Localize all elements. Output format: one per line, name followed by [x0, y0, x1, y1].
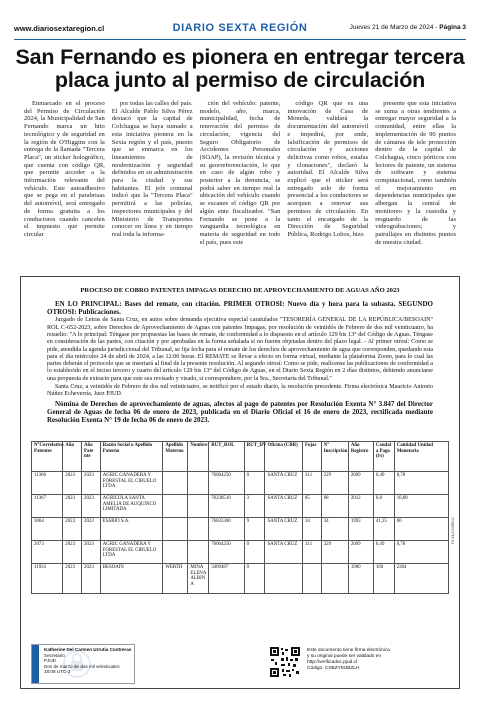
table-cell	[321, 564, 348, 594]
table-cell: 2023	[63, 472, 82, 495]
article-text: código QR que es una innovación de Casa de Moneda, validará la documentación del automóvil e impedirá, por ende, falsificación de permisos de circulación y acciones delictivas como robos, estafas y clonaciones", declaró la autoridad. El Alcalde Silva explicó que el sticker será entregado solo de forma presencial a los conductores se acerquen a renovar sus permisos de circulación. En tanto el encargado de la Dirección de Seguridad Pública, Rodrigo Lobos, hizo	[287, 100, 369, 238]
table-cell: AGRICOLA SANTA AMELIA DE AUQUINCO LIMITADA	[100, 495, 163, 518]
table-cell: 85	[302, 495, 321, 518]
table-cell: 0	[244, 564, 265, 594]
table-cell: 11933	[32, 564, 63, 594]
article-text: presente que esta iniciativa se suma a otras tendientes a entregar mayor seguridad a la comunidad, entre ellas la implementación de 90 puntos de cámaras de tele protección dentro de la capital de Colchagua, cinco pórticos con lectores de patente, un sistema de software y sistema computacional, como también el mejoramiento en dependencias municipales que albergan la central de monitoreo y la custodia y resguardo de las videograbaciones; y patrullajes en distintos puntos de nuestra ciudad.	[375, 100, 456, 246]
article-column-4	[287, 100, 368, 246]
table-cell: 6,49	[373, 472, 394, 495]
table-cell: 0	[244, 541, 265, 564]
column-header: N° Inscripción	[321, 442, 348, 472]
table-cell	[188, 495, 209, 518]
table-cell: AGRIC GANADERA Y FORESTAL EL CIRUELO LTDA	[100, 472, 163, 495]
table-cell: 2304	[394, 564, 448, 594]
page-number: Página 3	[439, 24, 466, 31]
water-rights-table	[31, 441, 449, 594]
table-cell	[163, 518, 188, 541]
notice-resolution: Juzgado de Letras de Santa Cruz, en autos sobre demanda ejecutiva especial caratulados "TESORERÍA GENERAL DE LA REPÚBLICA/BESOAIN" ROL C-652-2023, sobre Derechos de Aprovechamiento de Aguas con patentes Impagas, por resolución de veintidós de Febrero de dos mil veinticuatro, ha resuelto: "A lo principal: Téngase por propuestas las bases de remate, de conformidad a lo dispuesto en el artículo 129 bis 13° del Código de Aguas. Téngase en consideración de las partes, con citación y por aprobadas en la forma señalada si no fueren objetadas dentro del plazo legal. - Al primer otrosí: Como se pide, atendida la agenda jurisdiccional del Tribunal, se fija fecha para el remate de los derechos de aprovechamiento de agua que corresponden, quedando esta para el día miércoles 24 de abril de 2024, a las 12:00 horas. El REMATE se llevar a efecto en forma virtual, mediante la plataforma Zoom, para lo cual las partes deberán el protocolo que se insertará al final de la presente resolución. Al segundo otrosí: Como se pide, realícense las publicaciones de conformidad a lo establecido en el inciso tercero y cuarto del artículo 129 bis 13° del Código de Aguas, en el Diario Sexta Región en 2 días distintos, debiendo anunciarse una propuesta de extracto para que este sea revisado y visado, si correspondiere, por la Sra., Secretaria del Tribunal."	[47, 317, 433, 382]
table-cell: 76833300	[209, 518, 244, 541]
table-row	[32, 518, 449, 541]
table-cell: SANTA CRUZ	[265, 541, 303, 564]
table-cell: 2023	[63, 518, 82, 541]
table-cell	[163, 541, 188, 564]
qr-code-icon[interactable]	[269, 646, 301, 678]
article-text: ción del vehículo: patente, modelo, año, marca, municipalidad, fecha de renovación del permiso de circulación, vigencia del Seguro Obligatorio de Accidentes Personales (SOAP), la revisión técnica y su georreferenciación, lo que en caso de algún robo y posterior a la denuncia, se podrá saber en tiempo real la ubicación del vehículo cuando se escanee el código QR por algún ente fiscalizador. "San Fernando se pone a la vanguardia tecnológica en materia de seguridad en todo el país, pues este	[199, 100, 281, 246]
column-header: RUT_DV	[244, 442, 265, 472]
table-cell: 10,88	[394, 495, 448, 518]
table-cell: 3064	[32, 518, 63, 541]
table-cell: ESSBIO S.A.	[100, 518, 163, 541]
table-cell: 1993	[348, 518, 373, 541]
notice-principal: EN LO PRINCIPAL: Bases del remate, con citación. PRIMER OTROSI: Nuevo día y hora para la subasta. SEGUNDO OTROSI: Publicaciones.	[47, 300, 433, 317]
table-cell: 11367	[32, 495, 63, 518]
table-cell: 2023	[63, 541, 82, 564]
table-cell: 76238510	[209, 495, 244, 518]
table-cell: 6,8	[373, 495, 394, 518]
table-cell: 2023	[63, 564, 82, 594]
table-cell: MINA ELENA ALBIN A	[188, 564, 209, 594]
table-row	[32, 472, 449, 495]
table-cell: BESOAIN	[100, 564, 163, 594]
table-cell: 68	[321, 495, 348, 518]
table-header-row	[32, 442, 449, 472]
table-body	[32, 472, 449, 594]
table-cell: 9	[244, 518, 265, 541]
article-text: Enmarcado en el proceso del Permiso de Circulación 2024, la Municipalidad de San Fernando marca un hito tecnológico y de seguridad en la región de O'Higgins con la entrega de la llamada "Tercera Placa", un sticker holográfico, que cuenta con código QR, que permite acceder a la información relevante del vehículo. Este autoadhesivo que se pega en el parabrisas del automóvil, será entregado de forma gratuita a los conductores cuando cancelen el impuesto que permite circular	[24, 100, 105, 238]
table-cell: SANTA CRUZ	[265, 495, 303, 518]
column-header: Año Pate nte	[82, 442, 101, 472]
page-header	[14, 22, 466, 38]
side-reference-code: PJ 24-0003550-C	[451, 517, 455, 544]
site-url: www.diariosextaregion.cl	[14, 24, 105, 33]
table-cell: 2023	[82, 564, 101, 594]
notice-notification: Santa Cruz, a veintidós de Febrero de dos mil veinticuatro, se notificó por el estado diario, la resolución precedente. Firma electrónica Mauricio Antonio Núñez Echeverría, Juez PJUD.	[47, 384, 433, 398]
table-cell: 2023	[82, 518, 101, 541]
column-header: Año Registro	[348, 442, 373, 472]
table-cell	[163, 495, 188, 518]
table-cell: 2012	[348, 495, 373, 518]
signature-time: 18:08 UTC-3	[44, 669, 71, 675]
verification-line: Este documento tiene firma electrónica	[307, 648, 390, 653]
electronic-signature	[31, 644, 135, 684]
verification-url[interactable]: http://verificadoc.pjud.cl	[307, 660, 358, 665]
column-header: Oficina (CBR)	[265, 442, 303, 472]
notice-body	[47, 300, 433, 424]
table-cell: 34	[302, 518, 321, 541]
table-cell	[163, 472, 188, 495]
column-header: Nombre	[188, 442, 209, 472]
table-cell: 2023	[82, 495, 101, 518]
table-cell: 11366	[32, 472, 63, 495]
column-header: Apellido Materno	[163, 442, 188, 472]
table-cell: 229	[321, 472, 348, 495]
table-cell: 34	[321, 518, 348, 541]
table-cell: WERTH	[163, 564, 188, 594]
table-cell: 76004250	[209, 472, 244, 495]
table-cell: 2073	[32, 541, 63, 564]
table-cell: 41,25	[373, 518, 394, 541]
table-cell: 0	[244, 472, 265, 495]
table-cell: 311	[302, 472, 321, 495]
table-cell: 2009	[348, 472, 373, 495]
table-cell	[302, 564, 321, 594]
notice-nomina: Nómina de Derechos de aprovechamiento de aguas, afectos al pago de patentes por Resolución Exenta N° 3.847 del Director General de Aguas de fecha 06 de enero de 2023, publicada en el Diario Oficial el 16 de enero de 2023, rectificada mediante Resolución Exenta N° 19 de fecha 06 de enero de 2023.	[47, 399, 433, 425]
table-cell: 160	[373, 564, 394, 594]
article-column-2	[112, 100, 193, 246]
issue-date	[350, 24, 466, 31]
table-cell: 8,78	[394, 472, 448, 495]
article-column-3	[200, 100, 281, 246]
table-cell: 2023	[82, 541, 101, 564]
table-cell: 3	[244, 495, 265, 518]
table-cell	[188, 518, 209, 541]
publication-name: DIARIO SEXTA REGIÓN	[172, 22, 308, 34]
table-cell: SANTA CRUZ	[265, 472, 303, 495]
table-cell: 1900	[348, 564, 373, 594]
table-cell: 6,49	[373, 541, 394, 564]
column-header: RUT_ROL	[209, 442, 244, 472]
article-column-1	[24, 100, 105, 246]
headline: San Fernando es pionera en entregar tercera placa junto al permiso de circulación	[15, 45, 465, 92]
signature-text	[44, 647, 132, 675]
column-header: Año	[63, 442, 82, 472]
verification-line: y su original puede ser validado en	[307, 654, 382, 659]
table-cell	[188, 472, 209, 495]
table-cell: AGRIC GANADERA Y FORESTAL EL CIRUELO LTDA	[100, 541, 163, 564]
verification-code: Código: CXBZYMJBZLH	[307, 666, 360, 671]
table-cell: 229	[321, 541, 348, 564]
date-text: Jueves 21 de Marzo de 2024 -	[349, 24, 438, 31]
table-cell: 76004250	[209, 541, 244, 564]
signer-name: Katherine Del Carmen Urrutia Contreras	[44, 647, 132, 652]
column-header: Razón Social o Apellido Paterno	[100, 442, 163, 472]
table-cell: 3469487	[209, 564, 244, 594]
notice-title: PROCESO DE COBRO PATENTES IMPAGAS DERECHO DE APROVECHAMIENTO DE AGUAS AÑO 2023	[80, 287, 400, 294]
signer-role: Secretario	[44, 652, 65, 658]
article-text: por todas las calles del país. El Alcalde Pablo Silva Pérez destacó que la capital de Colchagua se haya sumado a esta iniciativa pionera en la Sexta región y el país, puesto que se enmarca en los lineamientos de modernización y seguridad definidos en su administración para la ciudad y sus habitantes. El jefe comunal indicó que la "Tercera Placa" permitirá a las policías, inspectores municipales y del Ministerio de Transportes conocer en línea y en tiempo real toda la informa-	[111, 100, 193, 238]
table-cell: 2023	[63, 495, 82, 518]
column-header: Fojas	[302, 442, 321, 472]
table-row	[32, 495, 449, 518]
table-cell: SANTA CRUZ	[265, 518, 303, 541]
table-cell: 2009	[348, 541, 373, 564]
table-row	[32, 564, 449, 594]
header-rule	[14, 39, 466, 40]
signature-bar	[32, 645, 39, 683]
column-header: N°Correlativo Patentes	[32, 442, 63, 472]
table-cell: 311	[302, 541, 321, 564]
table-row	[32, 541, 449, 564]
verification-text	[307, 648, 419, 672]
table-cell: 0,78	[394, 541, 448, 564]
column-header: Cantidad Unidad Monetaria	[394, 442, 448, 472]
article-column-5	[375, 100, 456, 246]
table-cell: 2023	[82, 472, 101, 495]
column-header: Caudal a Pago (l/s)	[373, 442, 394, 472]
table-cell	[188, 541, 209, 564]
verification-block	[269, 646, 419, 680]
article-body	[24, 100, 456, 246]
legal-notice	[20, 276, 460, 689]
signer-org: PJUD	[44, 658, 56, 664]
signature-date: Dos de marzo de dos mil veinticuatro	[44, 663, 120, 669]
table-cell: 66	[394, 518, 448, 541]
table-cell	[265, 564, 303, 594]
